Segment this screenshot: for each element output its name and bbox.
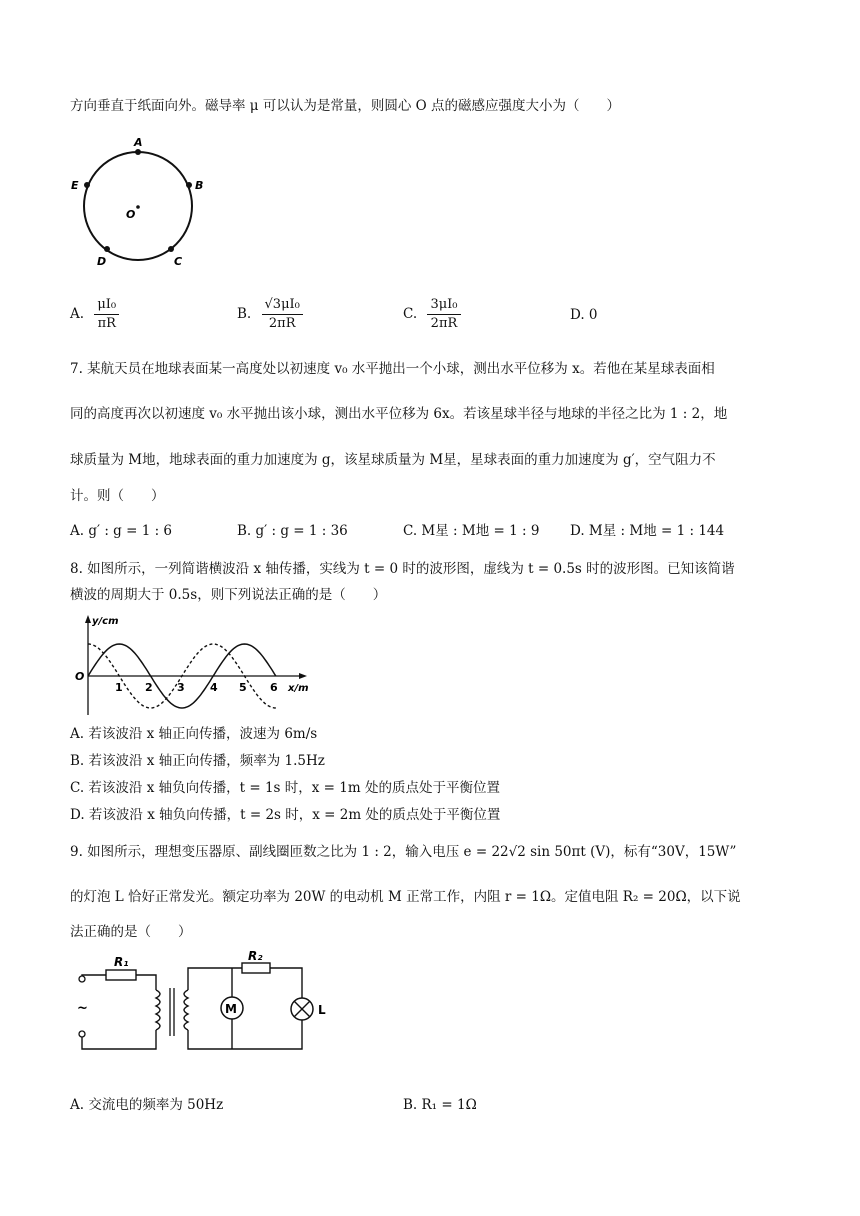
q6-circle-figure [60,128,230,278]
lamp-label: L [318,1003,326,1017]
motor-label: M [225,1002,237,1016]
q6-option-b[interactable]: B. $\frac{\text{√3μI₀}}{2\pi R}$ [237,296,303,333]
wave-tick-2: 2 [145,681,153,694]
q8-wave-figure [70,612,320,722]
wave-tick-1: 1 [115,681,123,694]
wave-tick-3: 3 [177,681,185,694]
q9-option-a[interactable]: A. 交流电的频率为 50Hz [70,1097,224,1113]
q8-option-a[interactable]: A. 若该波沿 x 轴正向传播，波速为 6m/s [70,726,318,742]
q9-line-3: 法正确的是（ ） [70,924,192,940]
q9-transformer-circuit [70,948,340,1068]
q7-option-a[interactable]: A. g′ : g = 1 : 6 [70,523,173,539]
q6-option-d[interactable]: D. 0 [570,307,598,323]
q6-text: 方向垂直于纸面向外。磁导率 μ 可以认为是常量，则圆心 O 点的磁感应强度大小为（ ） [70,98,621,114]
wave-tick-4: 4 [210,681,218,694]
q7-line-2: 同的高度再次以初速度 v₀ 水平抛出该小球，测出水平位移为 6x。若该星球半径与地球的半径之比为 1 : 2，地 [70,406,728,422]
q8-option-b[interactable]: B. 若该波沿 x 轴正向传播，频率为 1.5Hz [70,753,325,769]
r2-label: R₂ [248,949,263,963]
ac-symbol: ~ [77,1001,88,1016]
wave-tick-5: 5 [239,681,247,694]
r1-label: R₁ [114,955,129,969]
q8-option-d[interactable]: D. 若该波沿 x 轴负向传播，t = 2s 时，x = 2m 处的质点处于平衡位置 [70,807,501,823]
label-a: A [134,136,143,149]
q9-line-2: 的灯泡 L 恰好正常发光。额定功率为 20W 的电动机 M 正常工作，内阻 r = 1Ω。定值电阻 R₂ = 20Ω，以下说 [70,889,741,905]
label-c: C [174,255,183,268]
wave-xlabel: x/m [288,683,309,694]
label-e: E [71,179,79,192]
q6-option-a[interactable]: A. $\frac{\text{μI₀}}{\pi R}$ [70,296,119,333]
q8-option-c[interactable]: C. 若该波沿 x 轴负向传播，t = 1s 时，x = 1m 处的质点处于平衡位置 [70,780,500,796]
label-d: D [97,255,107,268]
q7-line-4: 计。则（ ） [70,488,165,504]
q9-option-b[interactable]: B. R₁ = 1Ω [403,1097,477,1113]
wave-tick-6: 6 [270,681,278,694]
q7-option-d[interactable]: D. M星 : M地 = 1 : 144 [570,523,725,539]
wave-ylabel: y/cm [92,616,119,627]
q7-line-3: 球质量为 M地，地球表面的重力加速度为 g，该星球质量为 M星，星球表面的重力加速度为 g′，空气阻力不 [70,452,716,468]
q7-line-1: 7. 某航天员在地球表面某一高度处以初速度 v₀ 水平抛出一个小球，测出水平位移为 x。若他在某星球表面相 [70,361,715,377]
label-o: O [126,208,136,221]
q6-option-c[interactable]: C. $\frac{\text{3μI₀}}{2\pi R}$ [403,296,461,333]
q7-option-c[interactable]: C. M星 : M地 = 1 : 9 [403,523,540,539]
q8-line-2: 横波的周期大于 0.5s，则下列说法正确的是（ ） [70,587,387,603]
q9-line-1: 9. 如图所示，理想变压器原、副线圈匝数之比为 1 : 2，输入电压 e = 22√2 sin 50πt (V)，标有“30V，15W” [70,844,737,860]
q7-option-b[interactable]: B. g′ : g = 1 : 36 [237,523,348,539]
wave-origin: O [75,670,85,683]
q8-line-1: 8. 如图所示，一列简谐横波沿 x 轴传播，实线为 t = 0 时的波形图，虚线为 t = 0.5s 时的波形图。已知该简谐 [70,561,735,577]
label-b: B [195,179,204,192]
